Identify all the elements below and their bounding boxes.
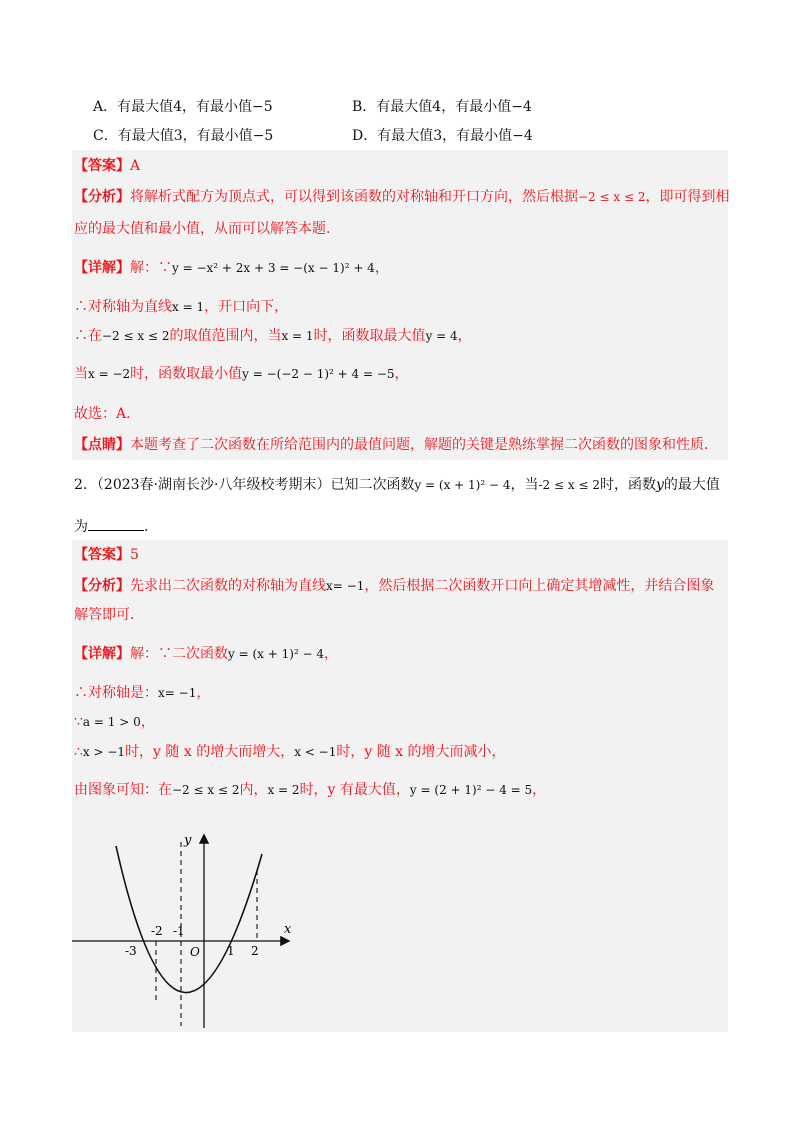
q1-comment: 【点睛】本题考查了二次函数在所给范围内的最值问题，解题的关键是熟练掌握二次函数的图象和性质． [74, 437, 718, 453]
option-a: A．有最大值4，有最小值−5 [93, 99, 273, 115]
x-axis-label: x [284, 922, 292, 937]
q2-detail: 【详解】解：∵二次函数y = (x + 1)² − 4， [74, 646, 339, 662]
q1-answer: 【答案】A [74, 158, 141, 174]
q2-analysis: 【分析】先求出二次函数的对称轴为直线x= −1，然后根据二次函数开口向上确定其增减性，并结合图象 [74, 578, 715, 594]
q2-stem: 2．（2023春·湖南长沙·八年级校考期末）已知二次函数y = (x + 1)² − 4，当-2 ≤ x ≤ 2时，函数y的最大值 [74, 477, 720, 493]
y-axis-label: y [184, 833, 192, 848]
q1-axis: ∴对称轴为直线x = 1，开口向下， [74, 299, 289, 315]
q2-stem-line2: 为 ． [74, 516, 158, 537]
origin-label: O [190, 945, 200, 959]
q2-a-positive: ∵a = 1 > 0， [74, 714, 155, 730]
tick-label-minus3: -3 [125, 944, 137, 958]
q2-graph-conclusion: 由图象可知：在−2 ≤ x ≤ 2内，x = 2时，y 有最大值，y = (2 + 1)² − 4 = 5， [74, 782, 547, 798]
parabola-graph [70, 830, 310, 1030]
q1-detail: 【详解】解：∵y = −x² + 2x + 3 = −(x − 1)² + 4， [74, 260, 389, 276]
tick-label-2: 2 [251, 944, 259, 958]
q2-monotonic: ∴x > −1时，y 随 x 的增大而增大，x < −1时，y 随 x 的增大而减小， [74, 744, 506, 760]
q1-choice: 故选：A． [74, 406, 141, 422]
answer-blank [88, 516, 144, 531]
q1-analysis-line2: 应的最大值和最小值，从而可以解答本题． [74, 221, 340, 237]
q1-analysis: 【分析】将解析式配方为顶点式，可以得到该函数的对称轴和开口方向，然后根据−2 ≤ x ≤ 2，即可得到相 [74, 189, 730, 205]
tick-label-1: 1 [227, 944, 235, 958]
option-d: D．有最大值3，有最小值−4 [352, 128, 533, 144]
q1-min: 当x = −2时，函数取最小值y = −(−2 − 1)² + 4 = −5， [74, 366, 409, 382]
tick-label-minus2: -2 [151, 924, 163, 938]
parabola-curve [116, 846, 262, 993]
q1-range: ∴在−2 ≤ x ≤ 2的取值范围内，当x = 1时，函数取最大值y = 4， [74, 328, 472, 344]
q2-answer: 【答案】5 [74, 547, 139, 563]
q2-axis: ∴对称轴是：x= −1， [74, 685, 211, 701]
tick-label-minus1: -1 [173, 924, 185, 938]
q2-analysis-line2: 解答即可． [74, 607, 144, 623]
option-c: C．有最大值3，有最小值−5 [93, 128, 274, 144]
option-b: B．有最大值4，有最小值−4 [352, 99, 532, 115]
